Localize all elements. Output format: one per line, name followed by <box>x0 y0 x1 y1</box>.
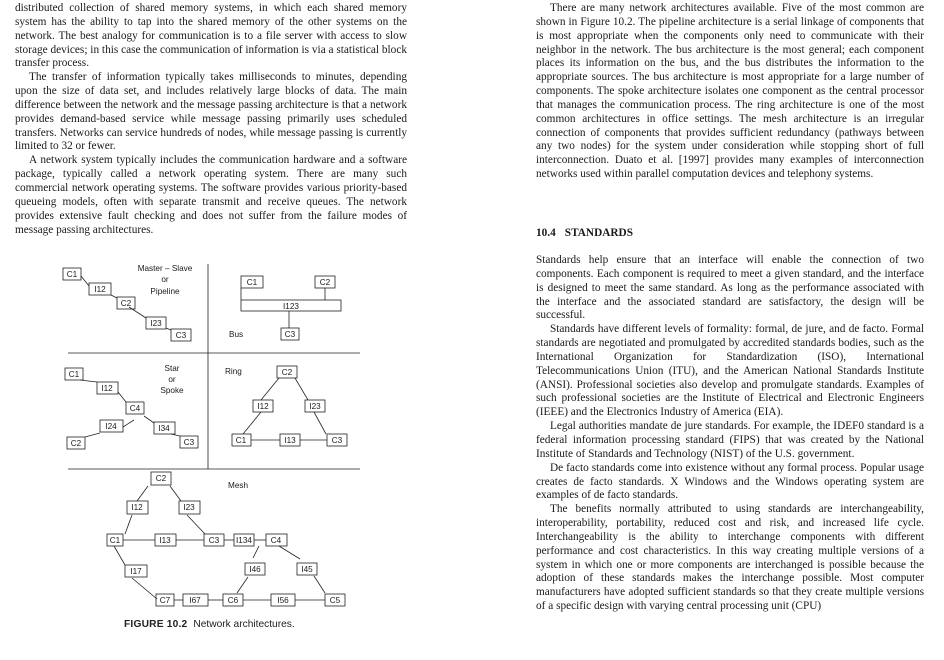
node-c3: C3 <box>208 536 220 545</box>
node-c1: C1 <box>68 370 80 379</box>
node-c6: C6 <box>227 596 239 605</box>
paragraph: De facto standards come into existence without any formal process. Popular usage creates de facto standards. X Windows and the Windows operating system are examples of de facto standards. <box>536 461 924 502</box>
label-or: or <box>168 375 176 384</box>
section-heading <box>536 227 642 239</box>
node-i46: I46 <box>249 565 261 574</box>
node-c5: C5 <box>329 596 341 605</box>
node-c1: C1 <box>109 536 121 545</box>
node-c2: C2 <box>281 368 293 377</box>
paragraph: There are many network architectures available. Five of the most common are shown in Figure 10.2. The pipeline architecture is a serial linkage of components that is most appropriate when the components only need to communicate with their neighbor in the network. The bus architecture is the most general; each component places its information on the bus, and the bus distributes the information to the appropriate sources. The bus architecture is most appropriate for a large number of components. The spoke architecture isolates one component as the central processor that manages the communication process. The ring architecture is one of the most common architectures in office settings. The mesh architecture is an irregular connection of components that provides sufficient redundancy (pathways between any two nodes) for the system under consideration while stopping short of full interconnection. Duato et al. [1997] provides many examples of interconnection networks used within parallel computation devices and telephony systems. <box>536 2 924 181</box>
label-or: or <box>161 275 169 284</box>
label-ring: Ring <box>225 367 242 376</box>
node-i12: I12 <box>94 285 106 294</box>
paragraph: Legal authorities mandate de jure standards. For example, the IDEF0 standard is a federal information processing standard (FIPS) that was created by the National Institute of Standards and Technology (NIST) of the U.S. government. <box>536 420 924 460</box>
label-pipeline: Pipeline <box>150 287 180 296</box>
network-architectures-figure <box>60 256 360 616</box>
paragraph: Standards help ensure that an interface will enable the connection of two components. Each component is required to meet a given standard, and the interface is designed to meet the same standard. As long as the performance associated with the interface and the associated standard are satisfactory, the design will be successful. <box>536 254 924 322</box>
node-i13: I13 <box>284 436 296 445</box>
node-c2: C2 <box>120 299 132 308</box>
label-spoke: Spoke <box>160 386 184 395</box>
figure-number: FIGURE 10.2 <box>124 619 188 630</box>
label-bus: Bus <box>229 330 244 339</box>
node-i134: I134 <box>236 536 252 545</box>
node-c3: C3 <box>284 330 296 339</box>
node-i23: I23 <box>309 402 321 411</box>
node-i67: I67 <box>189 596 201 605</box>
node-c1: C1 <box>66 270 78 279</box>
paragraph: The benefits normally attributed to using standards are interchangeability, interoperability, portability, reduced cost and risk, and increased life cycle. Interchangeability is the ability to interchange components with different performance and cost characteristics. In this way creating multiple versions of a system in which one or more components are interchanged is possible because the adoption of these standards makes the interchange possible. Most computer manufacturers have adopted sufficient standards so that they create multiple versions of a specific design with varying central processing unit (CPU) <box>536 503 924 613</box>
section-title: STANDARDS <box>564 227 633 239</box>
node-i56: I56 <box>277 596 289 605</box>
node-c2: C2 <box>319 278 331 287</box>
node-i13: I13 <box>159 536 171 545</box>
paragraph: The transfer of information typically takes milliseconds to minutes, depending upon the size of data set, and includes relatively large blocks of data. The main difference between the network and the message passing architecture is that a network provides demand-based service while message passing primarily uses scheduled transfers. Networks can service hundreds of nodes, while message passing is currently limited to 32 or fewer. <box>15 71 407 153</box>
right-column-top <box>536 2 924 182</box>
node-i24: I24 <box>105 422 117 431</box>
node-c3: C3 <box>183 438 195 447</box>
node-i12: I12 <box>101 384 113 393</box>
node-c2: C2 <box>70 439 82 448</box>
node-c3: C3 <box>175 331 187 340</box>
node-c2: C2 <box>155 474 167 483</box>
node-c1: C1 <box>235 436 247 445</box>
paragraph: Standards have different levels of formality: formal, de jure, and de facto. Formal standards are negotiated and promulgated by accredited standards bodies, such as the International Organization for Standardization (ISO), International Telecommunications Union (ITU), and the American National Standards Institute (ANSI). Professional societies also develop and promulgate standards. Examples of such professional societies are the Institute of Electrical and Electronic Engineers (IEEE) and the Electronics Industry of America (EIA). <box>536 323 924 419</box>
node-i12: I12 <box>131 503 143 512</box>
section-number: 10.4 <box>536 227 556 239</box>
left-column <box>15 2 407 237</box>
node-c1: C1 <box>246 278 258 287</box>
node-i123: I123 <box>283 302 299 311</box>
label-master-slave: Master – Slave <box>137 264 193 273</box>
paragraph: distributed collection of shared memory systems, in which each shared memory system has the ability to tap into the shared memory of the other systems on the network. The best analogy for communication is to a file server with access to slow storage devices; in this case the communication of information is via a statistical block transfer process. <box>15 2 407 70</box>
node-c3: C3 <box>331 436 343 445</box>
node-i45: I45 <box>301 565 313 574</box>
figure-caption-text: Network architectures. <box>193 619 295 630</box>
node-c7: C7 <box>159 596 171 605</box>
node-i34: I34 <box>158 424 170 433</box>
node-c4: C4 <box>129 404 141 413</box>
node-i12: I12 <box>257 402 269 411</box>
node-i23: I23 <box>183 503 195 512</box>
node-c4: C4 <box>270 536 282 545</box>
label-mesh: Mesh <box>228 481 249 490</box>
right-column-body <box>536 254 924 614</box>
label-star: Star <box>164 364 180 373</box>
figure-caption <box>124 619 295 630</box>
paragraph: A network system typically includes the communication hardware and a software package, typically called a network operating system. There are many such commercial network operating systems. The software provides various priority-based queueing models, often with separate transmit and receive queues. The network provides extensive fault checking and does not suffer from the failure modes of message passing architectures. <box>15 154 407 236</box>
node-i23: I23 <box>150 319 162 328</box>
node-i17: I17 <box>130 567 142 576</box>
